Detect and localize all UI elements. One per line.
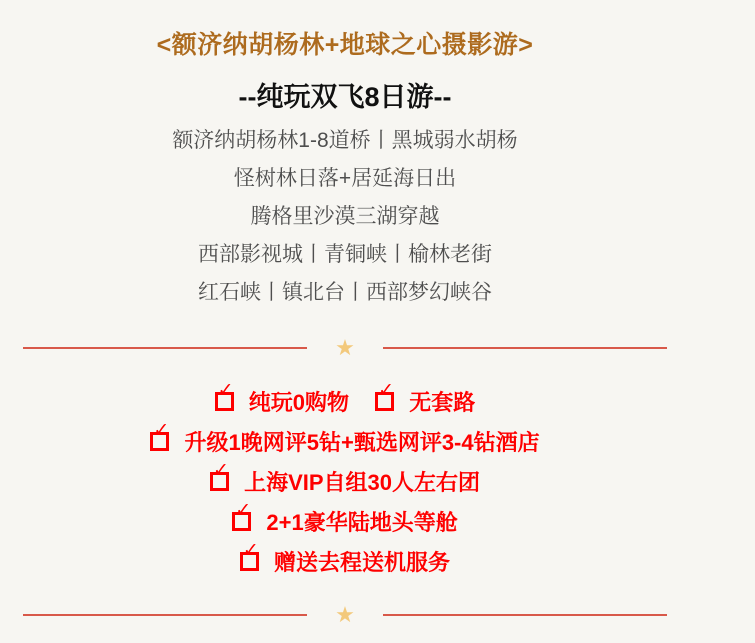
divider-line [383,347,667,349]
feature-label: 赠送去程送机服务 [274,550,451,575]
divider-line [23,347,307,349]
feature-item [240,540,451,583]
feature-item [232,500,458,543]
feature-label: 升级1晚网评5钻+甄选网评3-4钻酒店 [184,430,540,455]
star-icon: ★ [335,602,355,627]
itinerary-line: 额济纳胡杨林1-8道桥丨黑城弱水胡杨 [172,129,518,152]
checkbox-checked-icon [210,460,229,491]
feature-item [215,380,350,423]
feature-label: 纯玩0购物 [248,390,350,415]
feature-row [0,380,690,423]
itinerary-line: 红石峡丨镇北台丨西部梦幻峡谷 [198,281,492,304]
section-divider [23,604,667,626]
feature-label: 2+1豪华陆地头等舱 [266,510,458,535]
feature-row [0,460,690,503]
checkbox-checked-icon [232,500,252,531]
checkbox-checked-icon [150,420,170,451]
star-icon: ★ [335,335,355,360]
check-mark-icon: ✓ [212,460,229,481]
tour-subtitle: --纯玩双飞8日游-- [238,82,452,112]
feature-item [210,460,481,503]
feature-label: 上海VIP自组30人左右团 [244,470,481,495]
feature-item [375,380,476,423]
check-mark-icon: ✓ [217,380,234,401]
checkbox-checked-icon [240,540,259,571]
checkbox-checked-icon [375,380,395,411]
feature-row [0,500,690,543]
feature-row [0,540,690,583]
feature-row [0,420,690,463]
check-mark-icon: ✓ [242,540,259,561]
section-divider [23,337,667,359]
check-mark-icon: ✓ [378,380,395,401]
divider-line [383,614,667,616]
itinerary-list [0,122,690,312]
checkbox-checked-icon [215,380,234,411]
check-mark-icon: ✓ [235,500,252,521]
feature-label: 无套路 [409,390,476,415]
check-mark-icon: ✓ [153,420,170,441]
feature-item [150,420,540,463]
tour-title: <额济纳胡杨林+地球之心摄影游> [156,31,534,59]
itinerary-line: 怪树林日落+居延海日出 [233,167,457,190]
feature-list [0,380,690,583]
itinerary-line: 腾格里沙漠三湖穿越 [250,205,440,228]
divider-line [23,614,307,616]
itinerary-line: 西部影视城丨青铜峡丨榆林老街 [198,243,492,266]
